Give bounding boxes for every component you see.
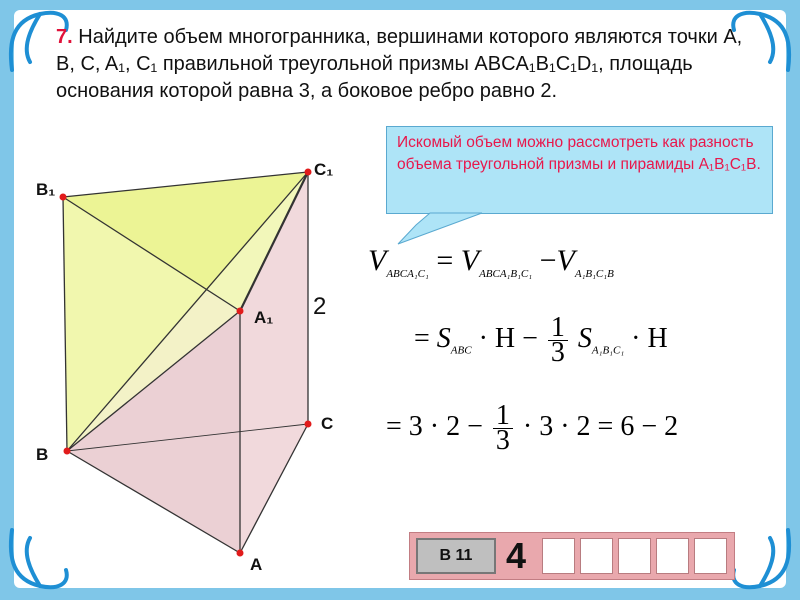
formula-eq: = xyxy=(436,244,454,277)
formula-numeric-right: · 3 · 2 = 6 − 2 xyxy=(522,410,679,442)
edge-length-label: 2 xyxy=(313,293,327,320)
vertex-a1 xyxy=(237,308,244,315)
formula-sub-pyramid: A₁B₁C₁B xyxy=(574,268,614,280)
frac-denominator: 3 xyxy=(550,337,565,368)
label-c1: C₁ xyxy=(314,160,334,179)
formula-s-base: S xyxy=(436,322,451,354)
answer-cell[interactable] xyxy=(694,538,727,574)
vertex-a xyxy=(237,550,244,557)
problem-number: 7. xyxy=(56,26,73,48)
label-c: C xyxy=(321,414,334,433)
formula-sub-base: ABC xyxy=(450,344,472,357)
formula-eq-2: = xyxy=(414,322,430,354)
label-b: B xyxy=(36,445,49,464)
vertex-b1 xyxy=(60,194,67,201)
formula-line-1 xyxy=(368,244,614,280)
vertex-b xyxy=(64,448,71,455)
vertex-c xyxy=(305,421,312,428)
answer-panel xyxy=(409,532,735,580)
answer-cell[interactable] xyxy=(618,538,651,574)
formula-s-top: S xyxy=(577,322,592,354)
label-a1: A₁ xyxy=(254,308,274,327)
formula-times-h: · H xyxy=(631,322,668,354)
answer-digit: 4 xyxy=(506,535,527,576)
formula-times-h-minus: · H − xyxy=(478,322,538,354)
formula-sub-prism: ABCA₁B₁C₁ xyxy=(479,268,533,280)
frac-denominator-2: 3 xyxy=(495,425,510,456)
formula-v-pyramid: V xyxy=(556,244,575,277)
label-b1: B₁ xyxy=(36,180,56,199)
formula-fraction-one-third-2 xyxy=(493,400,513,456)
label-a: A xyxy=(250,555,263,574)
formula-line-2 xyxy=(414,312,668,368)
callout-pointer xyxy=(398,213,482,244)
hint-callout-text: Искомый объем можно рассмотреть как разность объема треугольной призмы и пирамиды A₁B₁C₁B. xyxy=(397,134,761,173)
frac-numerator: 1 xyxy=(548,316,568,341)
formula-sub-top: A₁B₁C₁ xyxy=(591,344,625,357)
formula-v-lhs: V xyxy=(368,244,387,277)
problem-text: Найдите объем многогранника, вершинами которого являются точки A, B, C, A₁, C₁ правильной треугольной призмы ABCA₁B₁C₁D₁, площадь основания которой равна 3, а боковое ребро равно 2. xyxy=(56,26,743,102)
formula-line-3 xyxy=(386,400,679,456)
formula-v-prism: V xyxy=(460,244,480,277)
formula-sub-lhs: ABCA₁C₁ xyxy=(386,268,429,280)
answer-cell[interactable] xyxy=(580,538,613,574)
answer-cell[interactable] xyxy=(542,538,575,574)
formula-fraction-one-third xyxy=(548,312,568,368)
frac-numerator-2: 1 xyxy=(493,404,513,429)
answer-task-tag: B 11 xyxy=(416,538,496,574)
formula-minus: − xyxy=(539,244,557,277)
answer-cell[interactable] xyxy=(656,538,689,574)
formula-numeric-left: = 3 · 2 − xyxy=(386,410,483,442)
vertex-c1 xyxy=(305,169,312,176)
